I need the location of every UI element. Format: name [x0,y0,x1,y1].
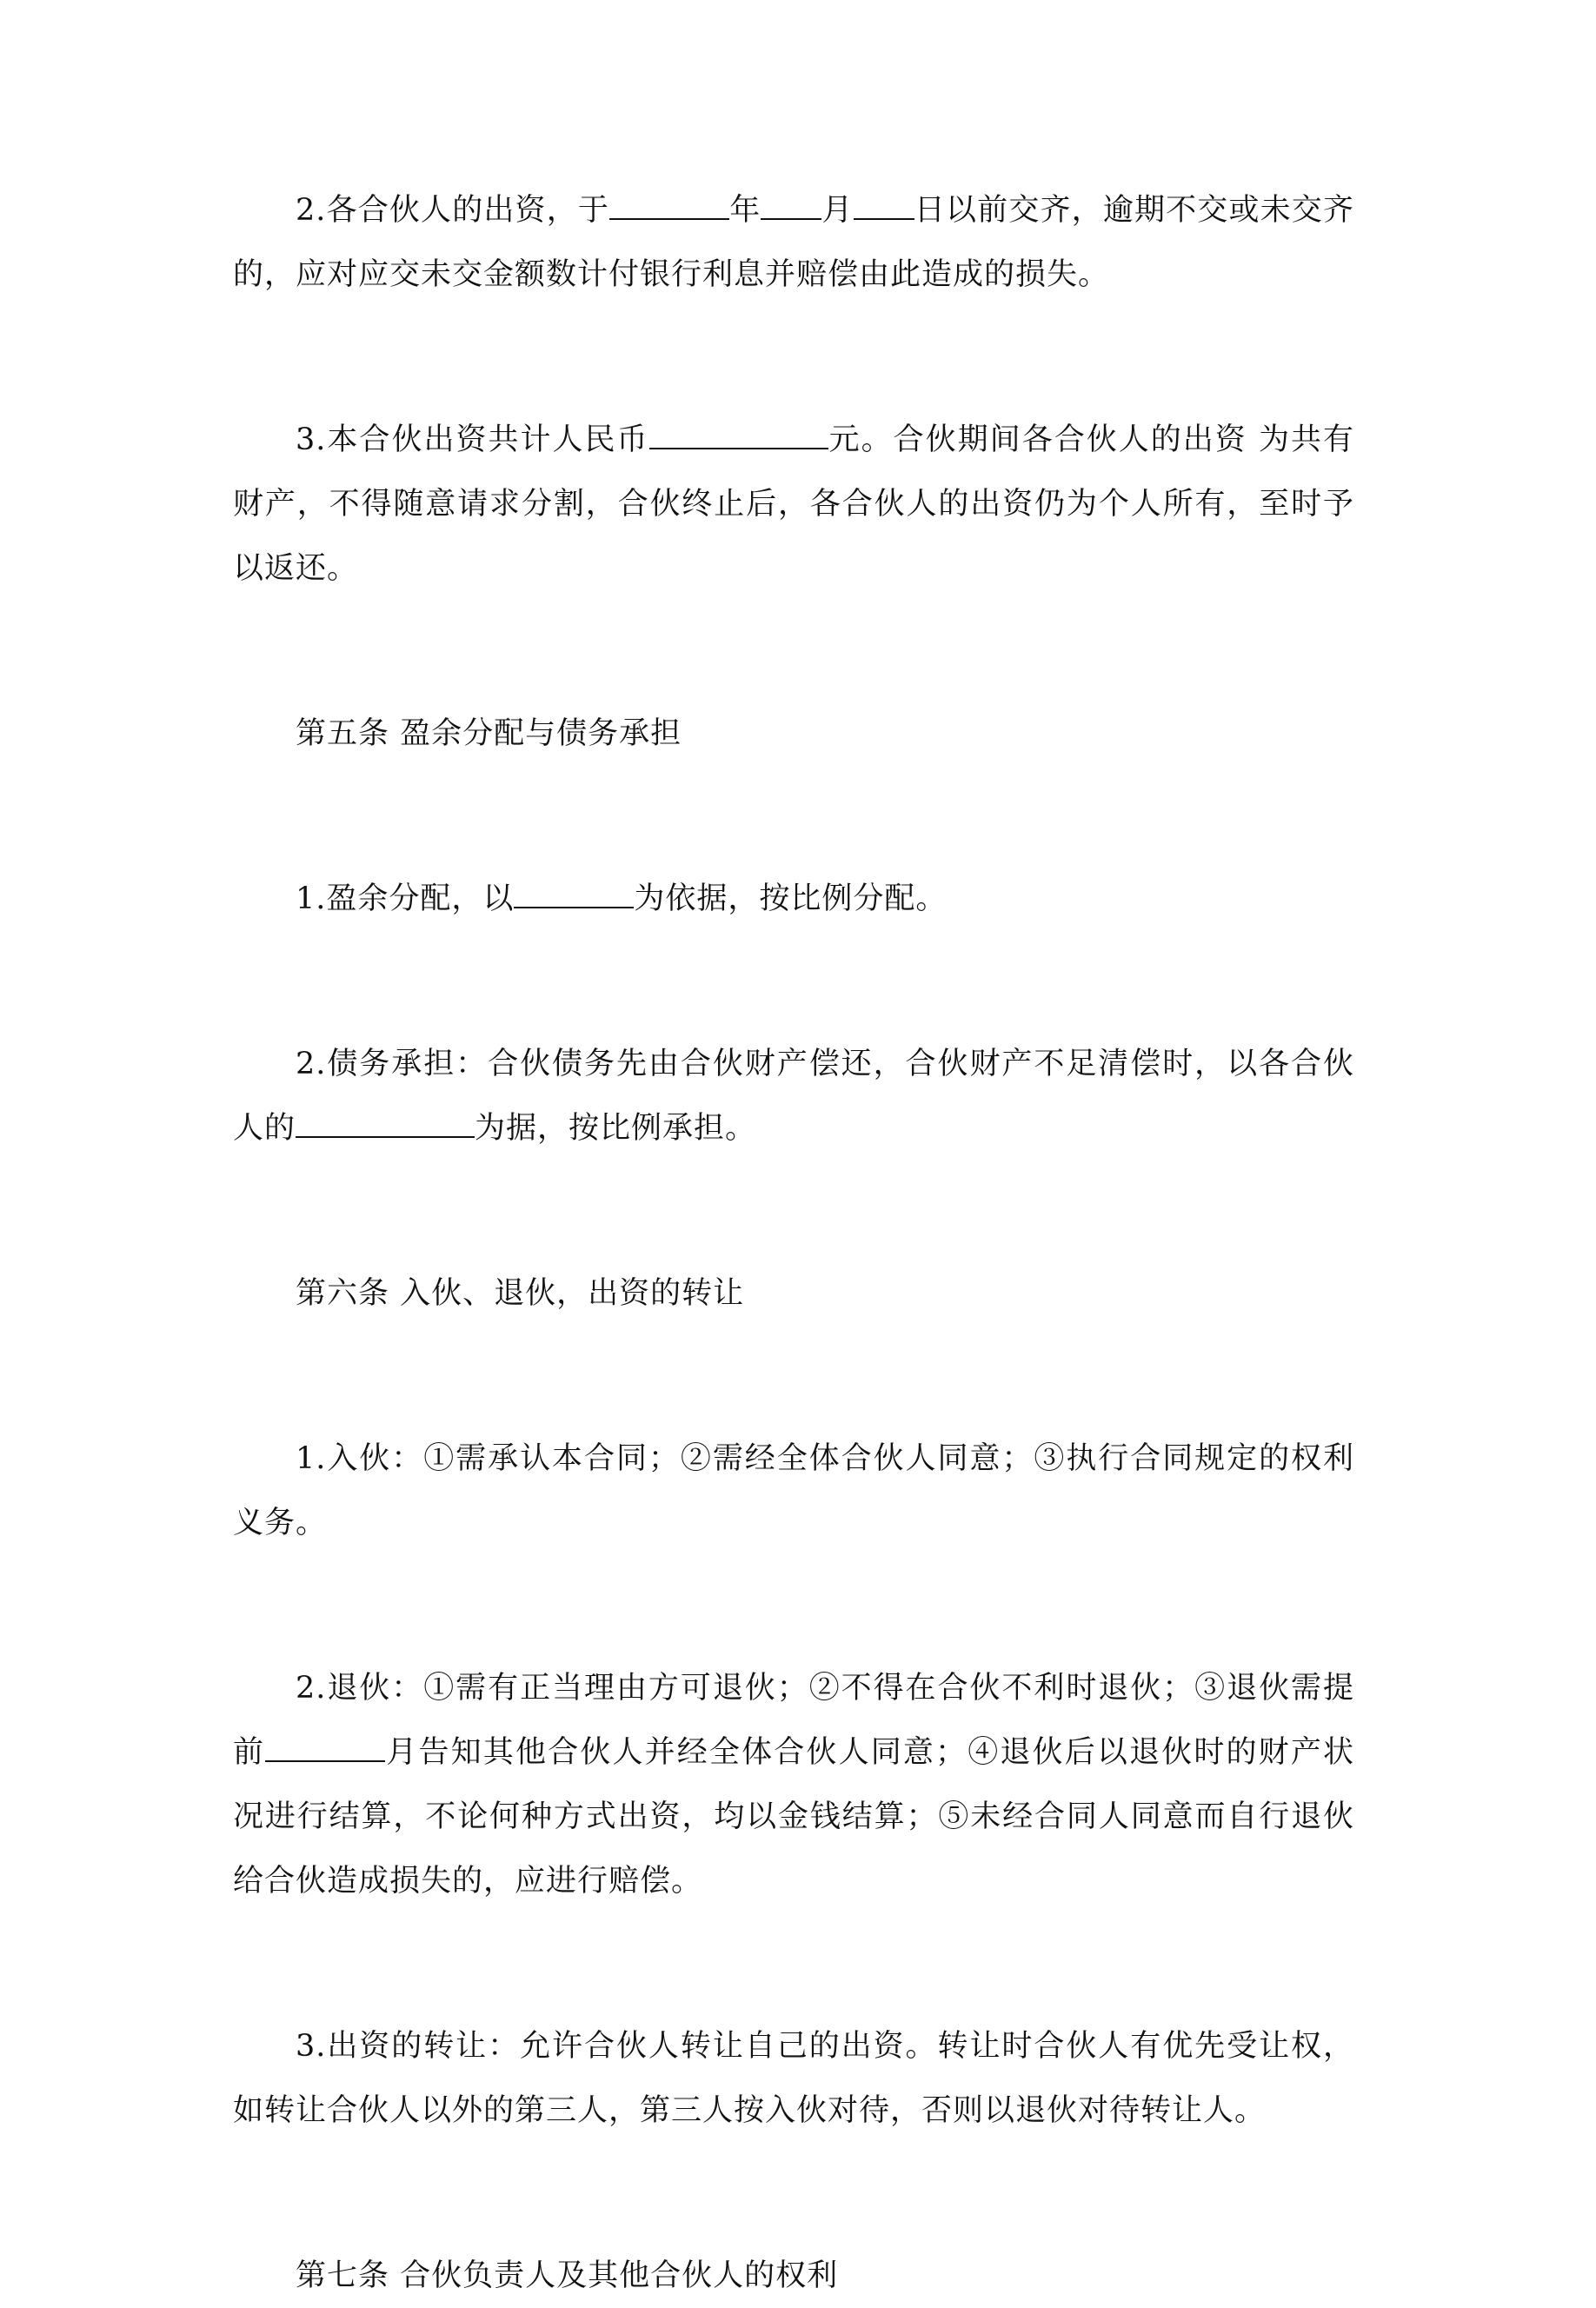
text-segment: 月告知其他合伙人并经全体合伙人同意；④退伙后以退伙时的财产状况进行结算，不论何种方式出资，均以金钱结算；⑤未经合同人同意而自行退伙给合伙造成损失的，应进行赔偿。 [233,1735,1354,1899]
blank-notice-months [265,1734,385,1762]
text-segment: 月 [821,193,854,228]
text-segment: 1.盈余分配，以 [296,881,515,916]
document-page [233,178,1354,2308]
clause-4-item-2 [233,178,1354,307]
article-7-heading: 第七条 合伙负责人及其他合伙人的权利 [296,2258,839,2293]
text-segment: 元。合伙期间各合伙人的出资 为共有财产，不得随意请求分割，合伙终止后，各合伙人的出资仍为个人所有，至时予以返还。 [233,422,1354,586]
blank-basis [514,881,634,908]
blank-day [854,192,914,220]
blank-debt-basis [296,1110,475,1138]
clause-5-item-2 [233,1032,1354,1161]
text-segment: 2.退伙：①需有正当理由方可退伙；②不得在合伙不利时退伙；③退伙需提前 [233,1671,1354,1770]
clause-6-item-2 [233,1656,1354,1913]
clause-6-item-1: 1.入伙：①需承认本合同；②需经全体合伙人同意；③执行合同规定的权利义务。 [233,1441,1354,1540]
clause-4-item-3 [233,408,1354,601]
blank-amount [649,422,828,449]
text-segment: 3.本合伙出资共计人民币 [296,422,649,457]
text-segment: 2.各合伙人的出资，于 [296,193,610,228]
text-segment: 为依据，按比例分配。 [634,881,948,916]
clause-5-item-1 [233,867,1354,931]
text-segment: 日以前交齐，逾期不交或未交齐的，应对应交未交金额数计付银行利息并赔偿由此造成的损失。 [233,193,1354,292]
clause-6-item-3: 3.出资的转让：允许合伙人转让自己的出资。转让时合伙人有优先受让权，如转让合伙人以外的第三人，第三人按入伙对待，否则以退伙对待转让人。 [233,2029,1354,2128]
blank-month [761,192,821,220]
text-segment: 2.债务承担：合伙债务先由合伙财产偿还，合伙财产不足清偿时，以各合伙人的 [233,1047,1354,1146]
article-6-heading: 第六条 入伙、退伙，出资的转让 [296,1276,745,1311]
text-segment: 年 [729,193,761,228]
text-segment: 为据，按比例承担。 [475,1111,757,1146]
blank-year [609,192,729,220]
article-5-heading: 第五条 盈余分配与债务承担 [296,716,682,751]
